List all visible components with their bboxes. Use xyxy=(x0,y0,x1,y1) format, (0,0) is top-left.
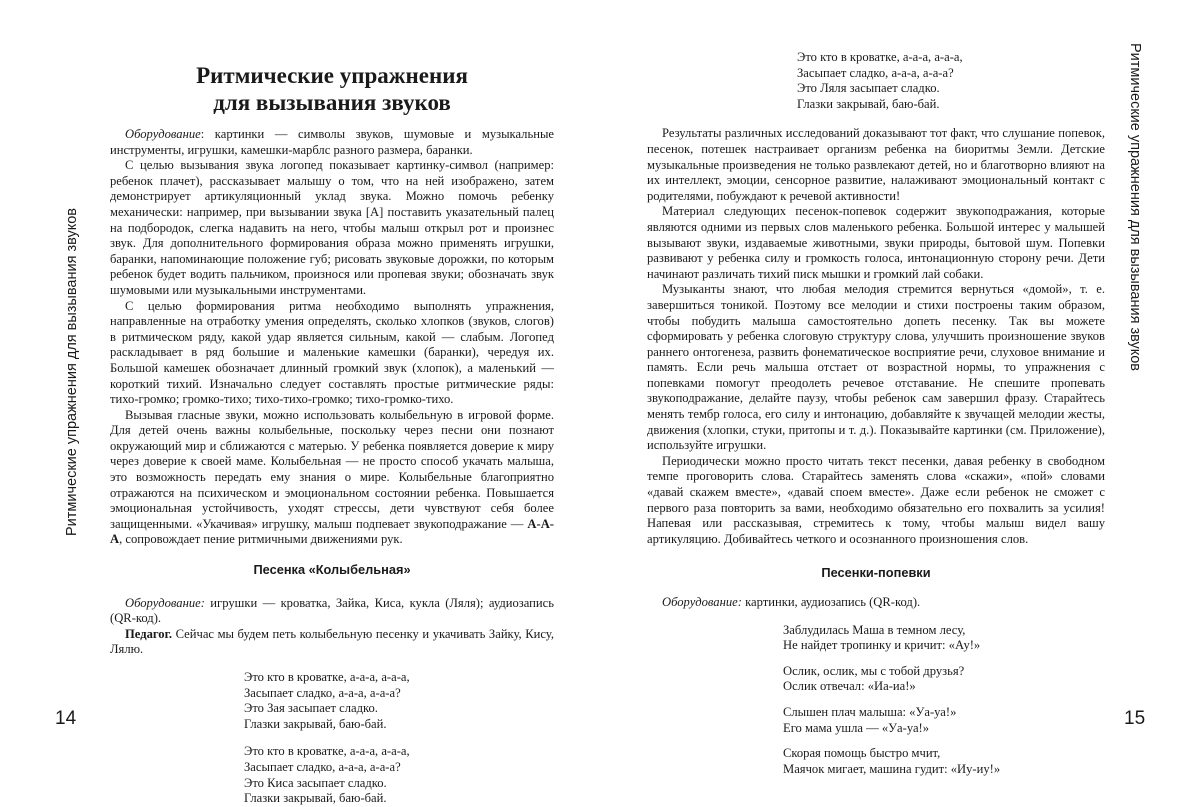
stanza-3 xyxy=(783,705,1105,736)
stanza-2 xyxy=(783,664,1105,695)
stanza-1 xyxy=(783,623,1105,654)
stanza-line: Его мама ушла — «Уа-уа!» xyxy=(783,720,930,735)
verse-line: Это кто в кроватке, а-а-а, а-а-а, xyxy=(244,744,410,759)
popevki-equipment-label: Оборудование: xyxy=(662,595,742,609)
song-title-popevki: Песенки-попевки xyxy=(821,565,931,581)
verse-line: Глазки закрывай, баю-бай. xyxy=(244,716,387,731)
popevki-equipment xyxy=(647,595,1105,611)
paragraph-research: Результаты различных исследований доказывают тот факт, что слушание попевок, песенок, потешек настраивает организм ребенка на биоритмы Земли. Детские музыкальные произведения не только развлекают детей, но и благотворно влияют на их интеллект, эмоции, сенсорное развитие, налаживают эмоциональный контакт с родителями, побуждают к речевой активности! xyxy=(647,126,1105,203)
stanza-line: Скорая помощь быстро мчит, xyxy=(783,746,941,761)
equipment-label: Оборудование xyxy=(125,127,201,141)
stanza-line: Ослик отвечал: «Иа-иа!» xyxy=(783,679,916,694)
verse-line: Засыпает сладко, а-а-а, а-а-а? xyxy=(797,65,954,80)
stanza-line: Заблудилась Маша в темном лесу, xyxy=(783,622,966,637)
song-equipment-text: игрушки — кроватка, Зайка, Киса, кукла (Ляля); аудиозапись (QR-код). xyxy=(110,595,554,626)
left-page-text xyxy=(110,62,554,807)
stanza-line: Маячок мигает, машина гудит: «Иу-иу!» xyxy=(783,761,1001,776)
verse-line: Это Зая засыпает сладко. xyxy=(244,701,378,716)
teacher-line xyxy=(110,627,554,658)
song-equipment xyxy=(110,596,554,627)
lullaby-text-start: Вызывая гласные звуки, можно использовать колыбельную в игровой форме. Для детей очень важны колыбельные, поскольку через песни они познают окружающий мир и сближаются с матерью. У ребенка появляется доверие к миру через доверие к своей маме. Колыбельная — не просто способ укачать малыша, это возможность передать ему знания о мире. Колыбельные благоприятно отражаются на психическом и эмоциональном состоянии ребенка. Повышается эмоциональная устойчивость, уходят стрессы, дети чувствуют себя более защищенными. «Укачивая» игрушку, малыш подпевает звукоподражание — xyxy=(110,407,554,531)
equipment-text: : картинки — символы звуков, шумовые и музыкальные инструменты, игрушки, камешки-марблс разного размера, баранки. xyxy=(110,127,554,157)
song-equipment-label: Оборудование: xyxy=(125,595,205,610)
heading-line-1: Ритмические упражнения xyxy=(196,63,468,88)
verse-line: Это Ляля засыпает сладко. xyxy=(797,81,940,96)
verse-2 xyxy=(244,744,554,806)
verse-line: Это Киса засыпает сладко. xyxy=(244,775,387,790)
page-heading xyxy=(110,62,554,116)
lullaby-sound: А-А-А xyxy=(110,516,554,547)
page-number-left: 14 xyxy=(55,708,77,729)
verse-line: Это кто в кроватке, а-а-а, а-а-а, xyxy=(244,670,410,684)
paragraph-onomatopoeia: Материал следующих песенок-попевок содержит звукоподражания, которые являются одними из первых слов маленького ребенка. Большой интерес у малышей вызывают звуки, издаваемые животными, звуки природы, бытовой шум. Попевки развивают у ребенка силу и громкость голоса, интонационную сторону речи. Дети начинают различать тихий писк мышки и громкий лай собаки. xyxy=(647,204,1105,281)
lullaby-text-end: , сопровождает пение ритмичными движениями рук. xyxy=(119,532,403,547)
equipment-paragraph xyxy=(110,127,554,158)
stanza-line: Ослик, ослик, мы с тобой друзья? xyxy=(783,663,965,678)
running-title-right: Ритмические упражнения для вызывания звуков xyxy=(1127,42,1143,372)
paragraph-lullaby xyxy=(110,408,554,548)
right-page-text xyxy=(647,50,1105,777)
verse-line: Глазки закрывай, баю-бай. xyxy=(797,96,940,111)
stanza-4 xyxy=(783,746,1105,777)
verse-line: Это кто в кроватке, а-а-а, а-а-а, xyxy=(797,50,963,64)
heading-line-2: для вызывания звуков xyxy=(213,90,451,115)
stanza-line: Слышен плач малыша: «Уа-уа!» xyxy=(783,704,957,719)
verse-3 xyxy=(797,50,1105,112)
teacher-text: Сейчас мы будем петь колыбельную песенку и укачивать Зайку, Кису, Лялю. xyxy=(110,626,554,657)
page-number-right: 15 xyxy=(1124,708,1146,729)
teacher-label: Педагог. xyxy=(125,626,173,641)
paragraph-sound-evocation: С целью вызывания звука логопед показывает картинку-символ (например: ребенок плачет), рассказывает малышу о том, что на ней изображено, затем демонстрирует артикуляционный уклад звука. Можно помочь ребенку механически: например, при вызывании звука [А] поставить указательный палец на подбородок, слегка надавить на него, чтобы малыш открыл рот и произнес звук. Для дополнительного формирования образа можно применять игрушки, баранки, напоминающие положение губ; рисовать звуковые дорожки, по которым ребенок будет водить пальчиком, произнося или пропевая звуки; обозначать звук шумовыми или музыкальными инструментами. xyxy=(110,158,554,297)
popevki-equipment-text: картинки, аудиозапись (QR-код). xyxy=(741,595,921,609)
paragraph-rhythm: С целью формирования ритма необходимо выполнять упражнения, направленные на отработку умения определять, сколько хлопков (звуков, слогов) в ритмическом ряду, какой удар является сильным, какой — слабым. Логопед раскладывает в ряд большие и маленькие камешки (баранки), чередуя их. Большой камешек обозначает длинный громкий звук (хлопок), а маленький — короткий тихий. Изначально следует составлять простые ритмические ряды: тихо-громко; громко-тихо; тихо-тихо-громко; тихо-громко-тихо. xyxy=(110,298,554,407)
verse-1 xyxy=(244,670,554,732)
verse-line: Засыпает сладко, а-а-а, а-а-а? xyxy=(244,759,401,774)
stanza-line: Не найдет тропинку и кричит: «Ау!» xyxy=(783,638,981,653)
running-title-left: Ритмические упражнения для вызывания звуков xyxy=(64,207,80,537)
verse-line: Глазки закрывай, баю-бай. xyxy=(244,791,387,806)
song-title-lullaby: Песенка «Колыбельная» xyxy=(253,562,411,578)
paragraph-reading: Периодически можно просто читать текст песенки, давая ребенку в свободном темпе проговорить слова. Старайтесь заменять слова «скажи», «пой» словами «давай скажем вместе», «давай споем вместе». Даже если ребенок не сможет с первого раза повторить за вами, необходимо обязательно его похвалить за усилия! Напевая или рассказывая, стремитесь к тому, чтобы малыш видел вашу артикуляцию. Добивайтесь четкого и осознанного произношения слов. xyxy=(647,453,1105,546)
verse-line: Засыпает сладко, а-а-а, а-а-а? xyxy=(244,685,401,700)
paragraph-musicians: Музыканты знают, что любая мелодия стремится вернуться «домой», т. е. завершиться тоникой. Поэтому все мелодии и стихи построены таким образом, чтобы побудить малыша самостоятельно допеть песенку. Так вы можете сформировать у ребенка слоговую структуру слова, улучшить произношение звуков раннего онтогенеза, развить фонематическое восприятие речи, слуховое внимание и память. Если речь малыша отстает от возрастной нормы, то упражнения с попевками помогут преодолеть речевое отставание. Не спешите пропевать звукоподражание, делайте паузу, чтобы ребенок сам завершил фразу. Старайтесь менять тембр голоса, его силу и интонацию, добавляйте к звучащей мелодии жесты, движения (хлопки, стуки, притопы и т. д.). Показывайте картинки (см. Приложение), используйте игрушки. xyxy=(647,282,1105,453)
